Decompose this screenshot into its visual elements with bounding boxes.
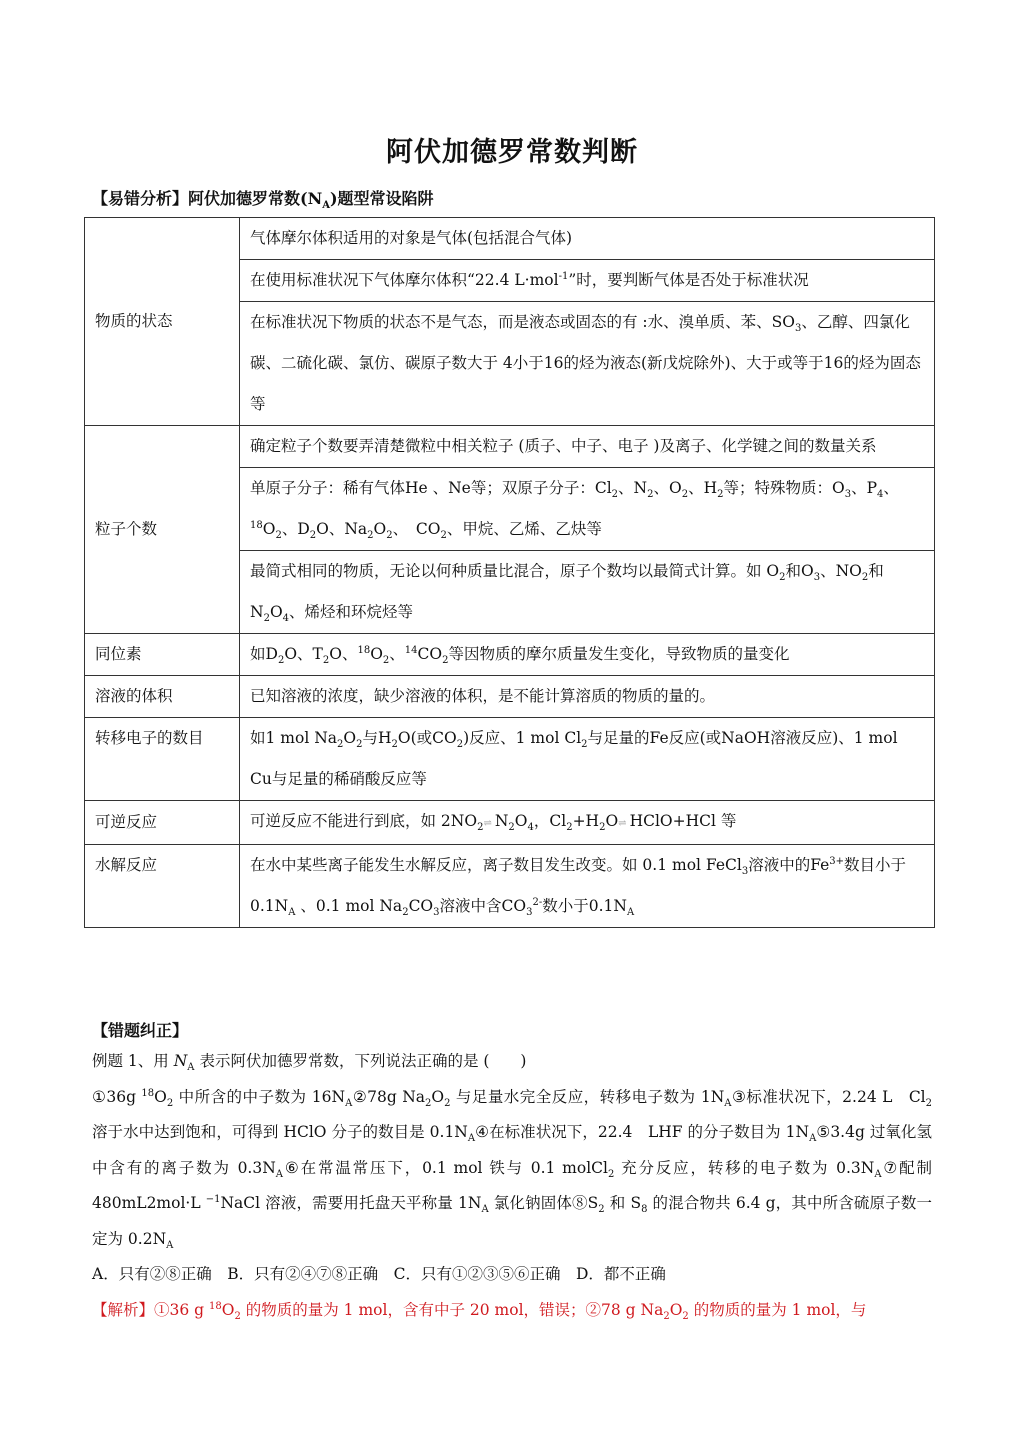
- table-cell: 在标准状况下物质的状态不是气态，而是液态或固态的有 :水、溴单质、苯、$SO_3$、乙醇、四氯化碳、二硫化碳、氯仿、碳原子数大于 4小于16的烃为液态(新戊烷除外)、大于或等于16的烃为固态等: [240, 302, 935, 426]
- category-particles: 粒子个数: [85, 426, 240, 634]
- table-row: [85, 426, 935, 468]
- table-cell: 确定粒子个数要弄清楚微粒中相关粒子 (质子、中子、电子 )及离子、化学键之间的数量关系: [240, 426, 935, 468]
- table-cell: 在水中某些离子能发生水解反应，离子数目发生改变。如 0.1 mol FeCl$_3$溶液中的$Fe^{3+}$数目小于$0.1N_A$ 、0.1 mol $Na_2CO_3$溶液中含$CO_3^{2-}$数小于$0.1N_A$: [240, 845, 935, 928]
- table-cell: 已知溶液的浓度，缺少溶液的体积，是不能计算溶质的物质的量的。: [240, 676, 935, 718]
- table-row: [85, 801, 935, 845]
- section-heading-error-correction: 【错题纠正】: [92, 1021, 189, 1040]
- example-block: [92, 1044, 932, 1328]
- trap-table: [84, 217, 935, 928]
- category-electrons: 转移电子的数目: [85, 718, 240, 801]
- table-cell: 气体摩尔体积适用的对象是气体(包括混合气体): [240, 218, 935, 260]
- page-title: 阿伏加德罗常数判断: [386, 137, 638, 168]
- equilibrium-arrow-icon: ⇌: [483, 818, 495, 829]
- equilibrium-arrow-icon: ⇌: [618, 818, 630, 829]
- table-row: [85, 845, 935, 928]
- example-statements: ①36g $^{18}O_2$ 中所含的中子数为 $16N_A②78g$ $Na_2O_2$ 与足量水完全反应，转移电子数为 $1N_A③$标准状况下，2.24 L $Cl_2$ 溶于水中达到饱和，可得到 HClO 分子的数目是 $0.1N_A④$在标准状况下，22.4 LHF 的分子数目为 $1N_A⑤3.4g$ 过氧化氢中含有的离子数为 $0.3N_A⑥$在常温常压下，0.1 mol 铁与 0.1 molCl$_2$ 充分反应，转移的电子数为 $0.3N_A⑦$配制 480mL2mol·L $^{-1}$NaCl 溶液，需要用托盘天平称量 $1N_A$ 氯化钠固体$⑧S_2$ 和 $S_8$ 的混合物共 6.4 g，其中所含硫原子数一定为 $0.2N_A$: [92, 1087, 933, 1251]
- example-question: 例题 1、用 $N_A$ 表示阿伏加德罗常数，下列说法正确的是 ( ): [92, 1052, 527, 1074]
- table-cell: 可逆反应不能进行到底，如 $2NO_2\rightleftharpoons N_2O_4$，$Cl_2+H_2O\rightleftharpoons HClO+HCl$ 等: [240, 801, 935, 845]
- table-row: [85, 634, 935, 676]
- category-state: 物质的状态: [85, 218, 240, 426]
- category-isotope: 同位素: [85, 634, 240, 676]
- table-row: [85, 676, 935, 718]
- table-cell: 单原子分子：稀有气体He 、Ne等；双原子分子：$Cl_2$、$N_2$、$O_2$、$H_2$等；特殊物质：$O_3$、$P_4$、$^{18}O_2$、$D_2O$、$Na_2O_2$、 $CO_2$、甲烷、乙烯、乙炔等: [240, 468, 935, 551]
- table-cell: 在使用标准状况下气体摩尔体积“22.4 L·mol$^{-1}$”时，要判断气体是否处于标准状况: [240, 260, 935, 302]
- category-volume: 溶液的体积: [85, 676, 240, 718]
- category-hydrolysis: 水解反应: [85, 845, 240, 928]
- table-cell: 如1 mol $Na_2O_2$与$H_2O$(或$CO_2$)反应、1 mol $Cl_2$与足量的Fe反应(或NaOH溶液反应)、1 mol Cu与足量的稀硝酸反应等: [240, 718, 935, 801]
- example-options: A．只有②⑧正确 B．只有②④⑦⑧正确 C．只有①②③⑤⑥正确 D．都不正确: [92, 1265, 666, 1283]
- category-reversible: 可逆反应: [85, 801, 240, 845]
- table-cell: 如$D_2O$、$T_2O$、$^{18}O_2$、$^{14}CO_2$等因物质的摩尔质量发生变化，导致物质的量变化: [240, 634, 935, 676]
- table-cell: 最简式相同的物质，无论以何种质量比混合，原子个数均以最简式计算。如 $O_2$和$O_3$、$NO_2$和$N_2O_4$、烯烃和环烷烃等: [240, 551, 935, 634]
- section-heading-error-analysis: 【易错分析】阿伏加德罗常数$(N_A)$题型常设陷阱: [92, 189, 434, 212]
- table-row: [85, 218, 935, 260]
- example-analysis: 【解析】①36 g $^{18}O_2$ 的物质的量为 1 mol，含有中子 20 mol，错误；②78 g $Na_2O_2$ 的物质的量为 1 mol，与: [92, 1300, 867, 1322]
- table-row: [85, 718, 935, 801]
